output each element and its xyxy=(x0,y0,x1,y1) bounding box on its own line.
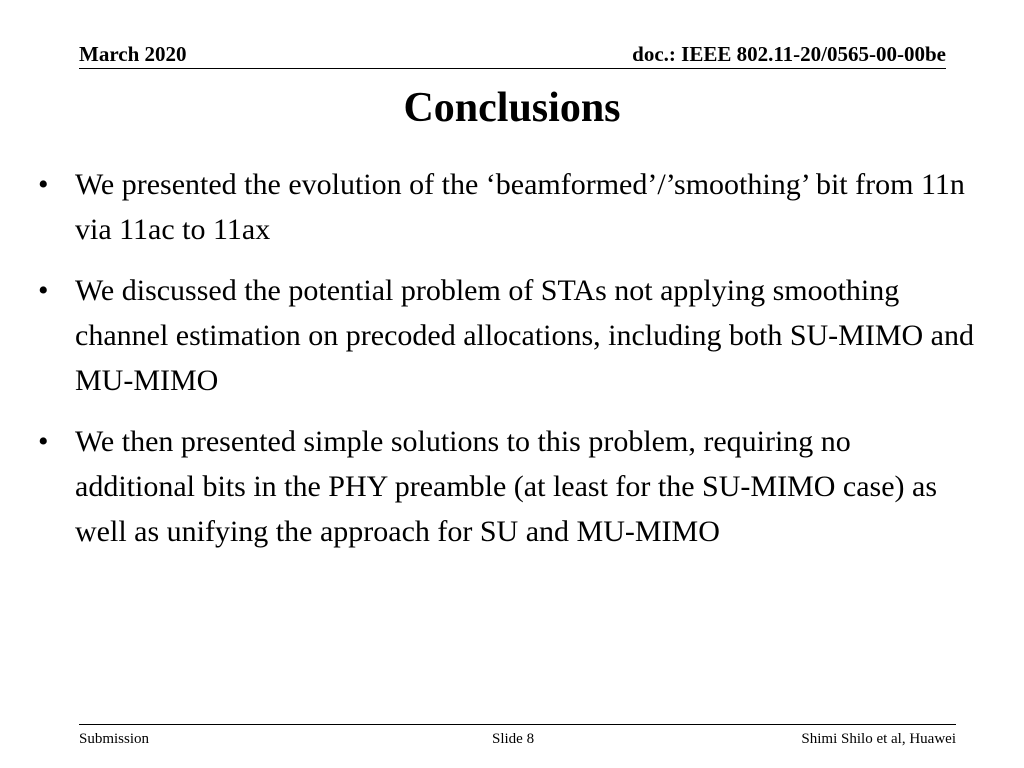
bullet-text: We presented the evolution of the ‘beamformed’/’smoothing’ bit from 11n via 11ac to 11ax xyxy=(75,168,965,246)
slide-footer xyxy=(79,724,956,747)
header-doc-id: doc.: IEEE 802.11-20/0565-00-00be xyxy=(632,42,946,66)
footer-authors: Shimi Shilo et al, Huawei xyxy=(801,731,956,747)
bullet-list xyxy=(38,162,978,570)
bullet-icon: • xyxy=(38,425,49,458)
bullet-item xyxy=(38,419,978,554)
bullet-item xyxy=(38,162,978,252)
bullet-icon: • xyxy=(38,274,49,307)
slide-header xyxy=(79,42,946,69)
footer-submission: Submission xyxy=(79,731,150,747)
bullet-text: We then presented simple solutions to this problem, requiring no additional bits in the PHY preamble (at least for the SU-MIMO case) as well as unifying the approach for SU and MU-MIMO xyxy=(75,425,938,548)
bullet-text: We discussed the potential problem of STAs not applying smoothing channel estimation on precoded allocations, including both SU-MIMO and MU-MIMO xyxy=(75,274,974,397)
bullet-item xyxy=(38,268,978,403)
header-date: March 2020 xyxy=(79,42,187,66)
bullet-icon: • xyxy=(38,168,49,201)
slide-title: Conclusions xyxy=(403,85,621,131)
footer-slide-number: Slide 8 xyxy=(492,731,535,747)
